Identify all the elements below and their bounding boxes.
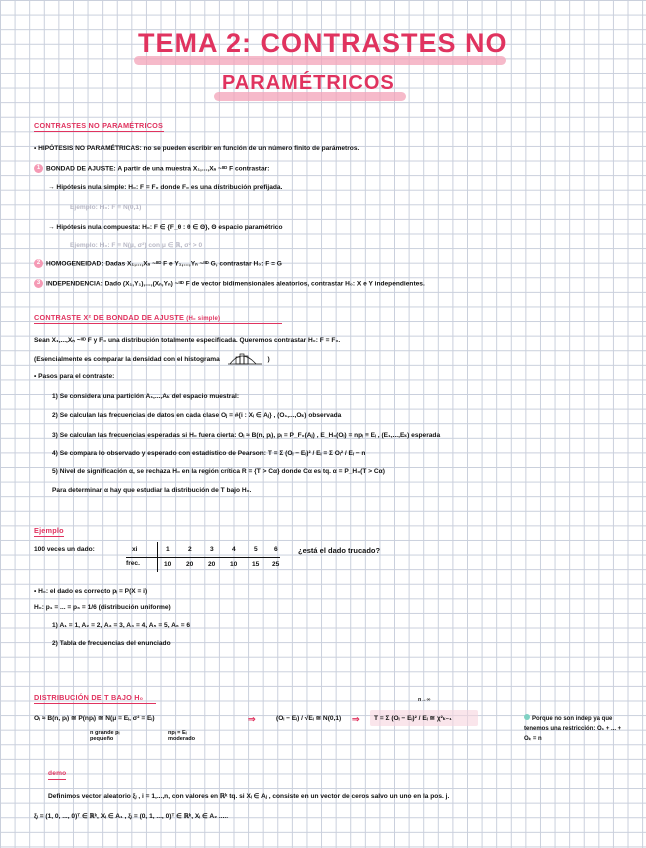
number-badge-1: 1 [34, 164, 43, 173]
histogram-sketch-icon [226, 352, 266, 366]
bullet-homogeneidad [34, 259, 282, 268]
table-frec-2: 20 [186, 561, 194, 568]
arrow-2: ⇒ [352, 714, 360, 724]
paso-3: 3) Se calculan las frecuencias esperadas si H₀ fuera cierta: Oᵢ ≈ B(n, pᵢ), pᵢ = P_F₀(Aⱼ) , E_H₀(Oᵢ) = npᵢ ≡ Eᵢ , (E₁,...,Eₖ) esperada [52, 432, 441, 439]
paso-4: 4) Se compara lo observado y esperado con estadístico de Pearson: T = Σ (Oᵢ − Eᵢ)² / Eᵢ = Σ Oᵢ² / Eᵢ − n [52, 450, 366, 457]
bullet-independencia [34, 279, 425, 288]
table-frec-4: 10 [230, 561, 238, 568]
table-xi-3: 3 [210, 546, 214, 553]
side-note-text: Porque no son indep ya que tenemos una restricción: O₁ + ... + Oₖ = n [524, 716, 622, 742]
table-xi-1: 1 [166, 546, 170, 553]
homogeneidad-text: HOMOGENEIDAD: Dadas X₁,...,Xₙ ~ᴵᴵᴰ F e Y₁,...,Yₙ ~ᴵᴵᴰ G, contrastar H₀: F = G [46, 260, 282, 268]
ejemplo-h0: • H₀: el dado es correcto pᵢ = P(X = i) [34, 588, 148, 595]
section-heading-distribucion: DISTRIBUCIÓN DE T BAJO H₀ [34, 693, 144, 702]
bullet-bondad [34, 164, 269, 173]
hipotesis-compuesta: → Hipótesis nula compuesta: H₀: F ∈ {F_θ : θ ∈ Θ}, Θ espacio paramétrico [48, 224, 283, 231]
section-heading-ejemplo: Ejemplo [34, 526, 64, 535]
table-frec-1: 10 [164, 561, 172, 568]
distribution-formula-1: Oᵢ ≈ B(n, pᵢ) ≅ P(npᵢ) ≅ N(μ = Eᵢ, σ² = Eᵢ) [34, 715, 155, 722]
table-frec-5: 15 [252, 561, 260, 568]
number-badge-3: 3 [34, 279, 43, 288]
ejemplo-step-1: 1) A₁ = 1, A₂ = 2, A₃ = 3, A₄ = 4, A₅ = 5, A₆ = 6 [52, 622, 191, 629]
number-badge-2: 2 [34, 259, 43, 268]
table-label-frec: frec. [126, 560, 140, 567]
ejemplo-question: ¿está el dado trucado? [298, 546, 381, 555]
chi2-essence-text: (Esencialmente es comparar la densidad con el histograma [34, 355, 220, 363]
ejemplo-simple: Ejemplo: H₀: F ≡ N(0,1) [70, 204, 142, 211]
page-title-line2: PARAMÉTRICOS [222, 72, 395, 94]
formula-note-n-grande: n grande pᵢ pequeño [90, 730, 120, 742]
hipotesis-simple: → Hipótesis nula simple: H₀: F = F₀ donde F₀ es una distribución prefijada. [48, 184, 283, 191]
table-label-xi: xi [132, 546, 138, 553]
table-frec-3: 20 [208, 561, 216, 568]
bondad-text: BONDAD DE AJUSTE: A partir de una muestra X₁,...,Xₙ ~ᴵᴵᴰ F contrastar: [46, 165, 270, 173]
table-xi-6: 6 [274, 546, 278, 553]
arrow-1: ⇒ [248, 714, 256, 724]
table-xi-4: 4 [232, 546, 236, 553]
independencia-text: INDEPENDENCIA: Dado (X₁,Y₁),...,(Xₙ,Yₙ) ~ᴵᴵᴰ F de vector bidimensionales aleatorios, contrastar H₀: X e Y independientes. [46, 280, 425, 288]
paso-2: 2) Se calculan las frecuencias de datos en cada clase Oⱼ = #{i : Xᵢ ∈ Aⱼ} , (O₁,...,Oₖ) observada [52, 412, 342, 419]
paso-5: 5) Nivel de significación α, se rechaza H₀ en la región crítica R = {T > Cα} donde Cα es tq. α = P_H₀(T > Cα) [52, 468, 385, 475]
table-frec-6: 25 [272, 561, 280, 568]
section-heading-chi2 [34, 313, 220, 322]
distribution-formula-2: (Oᵢ − Eᵢ) / √Eᵢ ≅ N(0,1) [276, 715, 342, 722]
ejemplo-step-2: 2) Tabla de frecuencias del enunciado [52, 640, 171, 647]
table-xi-2: 2 [188, 546, 192, 553]
chi2-heading-note: (H₀ simple) [186, 316, 221, 322]
chi2-heading-text: CONTRASTE X² DE BONDAD DE AJUSTE [34, 313, 185, 322]
distribution-formula-3: T = Σ (Oᵢ − Eᵢ)² / Eᵢ ≅ χ²ₖ₋₁ [374, 715, 452, 722]
chi2-essence: (Esencialmente es comparar la densidad con el histograma ) [34, 352, 270, 366]
ejemplo-h0-uniforme: H₀: p₁ = ... = p₆ = 1/6 (distribución uniforme) [34, 604, 171, 611]
ejemplo-compuesta: Ejemplo: H₀: F ≡ N(μ, σ²) con μ ∈ ℝ, σ² > 0 [70, 242, 203, 249]
paso-6: Para determinar α hay que estudiar la distribución de T bajo H₀. [52, 487, 252, 494]
chi2-intro: Sean X₁,...,Xₙ ~ᴵᴵᴰ F y F₀ una distribución totalmente especificada. Queremos contrastar H₀: F = F₀. [34, 337, 341, 344]
pasos-heading: • Pasos para el contraste: [34, 373, 115, 380]
ejemplo-intro: 100 veces un dado: [34, 546, 95, 553]
demo-label: demo [48, 770, 67, 777]
paso-1: 1) Se considera una partición A₁,...,Aₖ del espacio muestral: [52, 393, 240, 400]
section-heading-contrastes: CONTRASTES NO PARAMÉTRICOS [34, 121, 164, 130]
definition-text: • HIPÓTESIS NO PARAMÉTRICAS: no se pueden escribir en función de un número finito de parámetros. [34, 145, 360, 152]
note-dot-icon [524, 714, 530, 720]
formula-note-n-inf: n→∞ [418, 697, 431, 703]
demo-line-2: ξᵢ = (1, 0, ..., 0)ᵀ ∈ ℝᵏ, Xᵢ ∈ A₁ , ξᵢ = (0, 1, ..., 0)ᵀ ∈ ℝᵏ, Xᵢ ∈ A₂ ..... [34, 813, 229, 820]
table-xi-5: 5 [254, 546, 258, 553]
side-note [524, 714, 628, 744]
page-title-line1: TEMA 2: CONTRASTES NO [138, 28, 508, 58]
formula-note-moderado: npᵢ = Eᵢ moderado [168, 730, 196, 742]
demo-line-1: Definimos vector aleatorio ξᵢ , i = 1,...,n, con valores en ℝᵏ tq. si Xᵢ ∈ Aⱼ , consiste en un vector de ceros salvo un uno en la pos. j. [48, 793, 450, 800]
